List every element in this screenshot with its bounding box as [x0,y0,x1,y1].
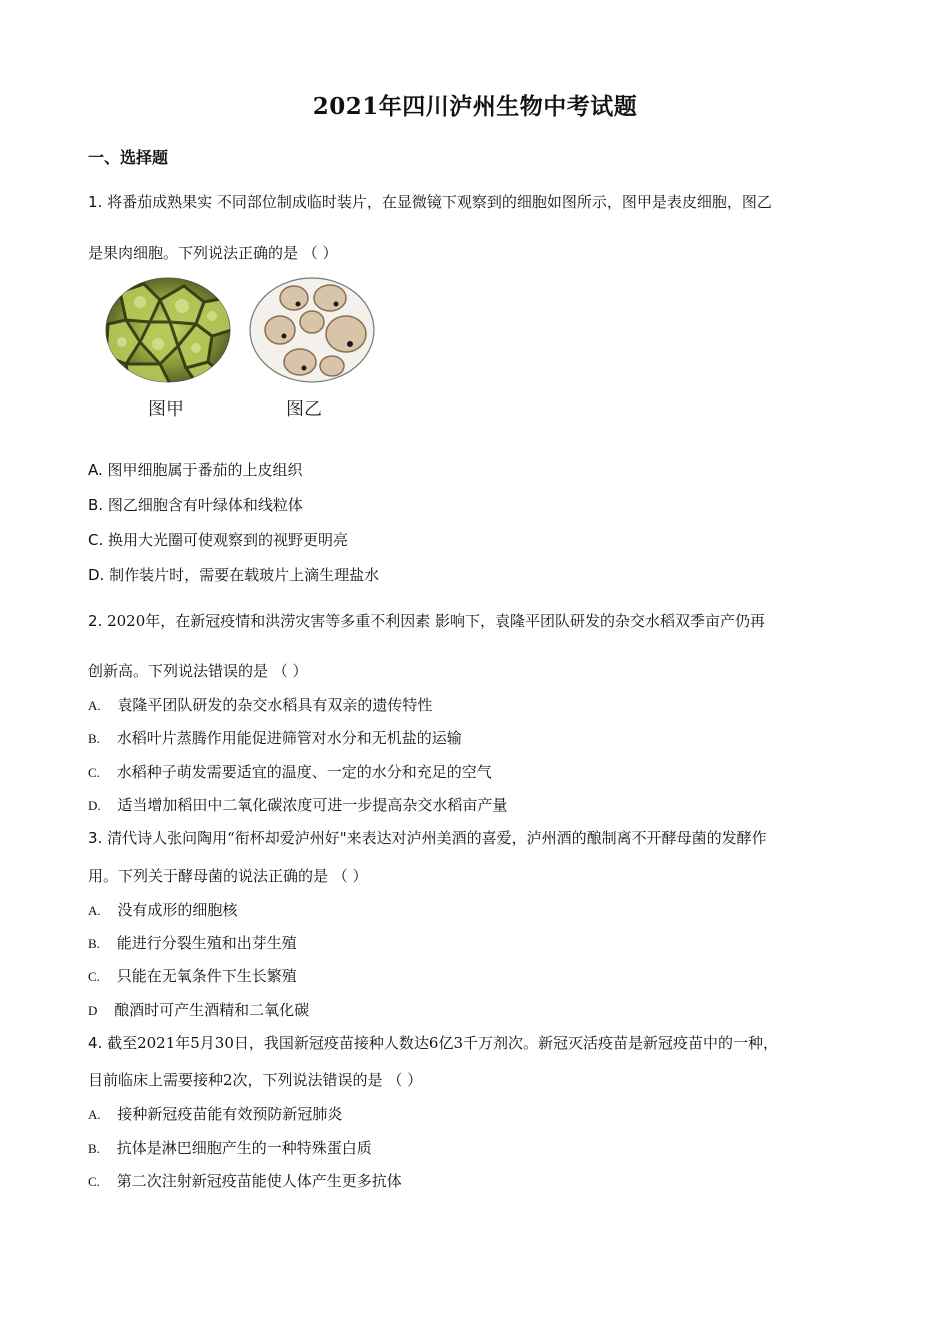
question-3-option-a: A. 没有成形的细胞核 [88,901,238,919]
question-4-option-b: B. 抗体是淋巴细胞产生的一种特殊蛋白质 [88,1139,372,1157]
question-1-number: 1. [88,193,103,211]
section-heading: 一、选择题 [88,148,169,167]
question-3-option-c: C. 只能在无氧条件下生长繁殖 [88,967,297,985]
question-3-line-2: 用。下列关于酵母菌的说法正确的是 （ ） [88,867,368,885]
question-2-text-1: 2020年，在新冠疫情和洪涝灾害等多重不利因素 影响下，袁隆平团队研发的杂交水稻双季亩产仍再 [107,612,766,630]
question-2-option-d: D. 适当增加稻田中二氧化碳浓度可进一步提高杂交水稻亩产量 [88,796,508,814]
question-2-option-c: C. 水稻种子萌发需要适宜的温度、一定的水分和充足的空气 [88,763,492,781]
question-2-option-a: A. 袁隆平团队研发的杂交水稻具有双亲的遗传特性 [88,696,433,714]
figure-b-caption: 图乙 [286,399,322,420]
question-1-line-1 [88,191,772,212]
question-2-number: 2. [88,612,103,630]
question-3-number: 3. [88,829,103,847]
figure-a-caption: 图甲 [148,399,184,420]
question-2-option-b: B. 水稻叶片蒸腾作用能促进筛管对水分和无机盐的运输 [88,729,462,747]
page-title: 2021年四川泸州生物中考试题 [312,93,638,120]
question-3-line-1 [88,827,767,848]
figure-a-epidermis-image [106,278,232,388]
question-3-option-d: D 酿酒时可产生酒精和二氧化碳 [88,1001,310,1019]
question-3-text-1: 清代诗人张问陶用“衔杯却爱泸州好"来表达对泸州美酒的喜爱，泸州酒的酿制离不开酵母菌的发酵作 [107,829,767,847]
question-4-option-c: C. 第二次注射新冠疫苗能使人体产生更多抗体 [88,1172,402,1190]
question-4-number: 4. [88,1034,103,1052]
question-4-line-2: 目前临床上需要接种2次，下列说法错误的是 （ ） [88,1071,423,1089]
question-2-line-1 [88,610,765,631]
cell-figure [100,272,380,427]
question-2-line-2: 创新高。下列说法错误的是 （ ） [88,662,308,680]
question-4-line-1 [88,1032,778,1053]
question-4-option-a: A. 接种新冠疫苗能有效预防新冠肺炎 [88,1105,343,1123]
question-1-option-d: D. 制作装片时，需要在载玻片上滴生理盐水 [88,566,380,584]
question-1-option-b: B. 图乙细胞含有叶绿体和线粒体 [88,496,303,514]
question-3-option-b: B. 能进行分裂生殖和出芽生殖 [88,934,297,952]
question-4-text-1: 截至2021年5月30日，我国新冠疫苗接种人数达6亿3千万剂次。新冠灭活疫苗是新冠疫苗中的一种， [107,1034,778,1052]
question-1-text-1: 将番茄成熟果实 不同部位制成临时装片，在显微镜下观察到的细胞如图所示，图甲是表皮细胞，图乙 [107,193,772,211]
question-1-option-a: A. 图甲细胞属于番茄的上皮组织 [88,461,303,479]
cell-figure-drawing [100,272,380,427]
question-1-line-2: 是果肉细胞。下列说法正确的是 （ ） [88,244,338,262]
question-1-option-c: C. 换用大光圈可使观察到的视野更明亮 [88,531,349,549]
figure-b-pulp-image [250,278,374,382]
